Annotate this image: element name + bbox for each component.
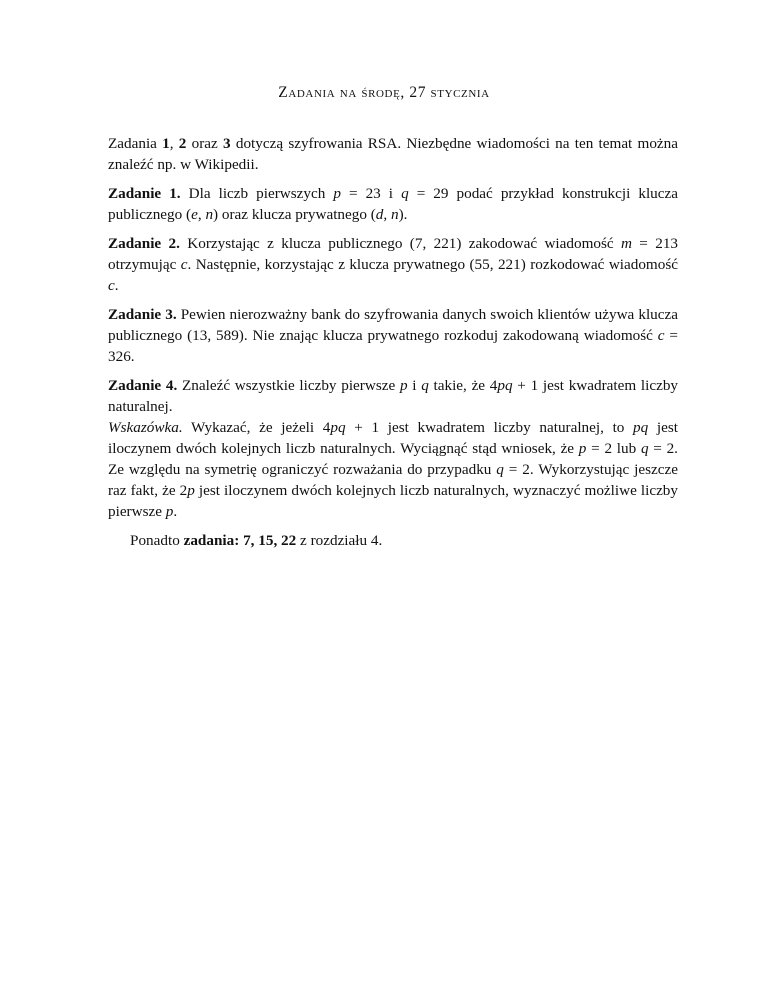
math-var: d (375, 206, 384, 223)
text: takie, że 4 (428, 377, 498, 394)
task-label: Zadanie 2. (108, 235, 180, 252)
text: Znaleźć wszystkie liczby pierwsze (177, 377, 400, 394)
text: , (197, 206, 206, 223)
text: , (169, 135, 179, 152)
text: . Następnie, korzystając z klucza prywatnego (55, 221) rozkodować wiadomość (187, 256, 678, 273)
math-var: p (333, 185, 341, 202)
text: ) oraz klucza prywatnego ( (213, 206, 376, 223)
task-4 (108, 375, 678, 417)
document-body (108, 133, 678, 559)
text: dotyczą szyfrowania RSA. Niezbędne wiadomości na ten temat można znaleźć np. w Wikipedii. (108, 135, 678, 173)
math-var: c (180, 256, 188, 273)
math-var: q (496, 461, 504, 478)
math-var: pq (633, 419, 649, 436)
text: Pewien nierozważny bank do szyfrowania danych swoich klientów używa klucza publicznego (13, 589). Nie znając klucza prywatnego rozkoduj zakodowaną wiadomość (108, 306, 678, 344)
text: z rozdziału 4. (296, 532, 383, 549)
math-var: q (640, 440, 649, 457)
text: = 2 lub (586, 440, 641, 457)
math-var: c (657, 327, 665, 344)
math-var: p (578, 440, 587, 457)
extra-tasks (108, 530, 678, 551)
math-var: p (165, 503, 174, 520)
task-ref: 1 (162, 135, 170, 152)
text: oraz (186, 135, 224, 152)
text: Wykazać, że jeżeli 4 (182, 419, 331, 436)
text: . (114, 277, 119, 294)
math-var: c (108, 277, 115, 294)
text: , (383, 206, 391, 223)
text: Ponadto (130, 532, 184, 549)
math-var: n (205, 206, 214, 223)
text: Dla liczb pierwszych (180, 185, 334, 202)
text: = 29 podać przykład konstrukcji klucza publicznego ( (108, 185, 679, 223)
math-var: q (401, 185, 409, 202)
task-label: Zadanie 3. (108, 306, 177, 323)
text: = 326. (108, 327, 678, 365)
text: i (407, 377, 422, 394)
page-title: Zadania na środę, 27 stycznia (278, 84, 490, 101)
task-label: Zadanie 1. (108, 185, 181, 202)
task-label: Zadanie 4. (108, 377, 178, 394)
task-4-hint (108, 417, 678, 522)
text: jest iloczynem dwóch kolejnych liczb naturalnych. Wyciągnąć stąd wniosek, że (108, 419, 678, 457)
math-var: p (399, 377, 408, 394)
math-var: pq (330, 419, 346, 436)
math-var: e (191, 206, 198, 223)
text: = 213 otrzymując (108, 235, 679, 273)
text: jest iloczynem dwóch kolejnych liczb naturalnych, wyznaczyć możliwe liczby pierwsze (108, 482, 678, 520)
task-1 (108, 183, 678, 225)
task-2 (108, 233, 678, 296)
text: Zadania (108, 135, 163, 152)
math-var: p (187, 482, 195, 499)
task-ref: 3 (223, 135, 231, 152)
math-var: pq (497, 377, 513, 394)
hint-label: Wskazówka. (108, 419, 183, 436)
intro-paragraph (108, 133, 678, 175)
math-var: m (620, 235, 632, 252)
text: + 1 jest kwadratem liczby naturalnej, to (345, 419, 634, 436)
text: ). (398, 206, 408, 223)
task-ref: zadania: 7, 15, 22 (183, 532, 297, 549)
task-ref: 2 (178, 135, 187, 152)
text: = 2. Ze względu na symetrię ograniczyć rozważania do przypadku (108, 440, 678, 478)
math-var: n (390, 206, 399, 223)
text: Korzystając z klucza publicznego (7, 221) zakodować wiadomość (179, 235, 621, 252)
text: + 1 jest kwadratem liczby naturalnej. (108, 377, 679, 415)
task-3 (108, 304, 678, 367)
math-var: q (421, 377, 429, 394)
text: = 2. Wykorzystując jeszcze raz fakt, że 2 (108, 461, 678, 499)
text: = 23 i (340, 185, 402, 202)
text: . (173, 503, 178, 520)
